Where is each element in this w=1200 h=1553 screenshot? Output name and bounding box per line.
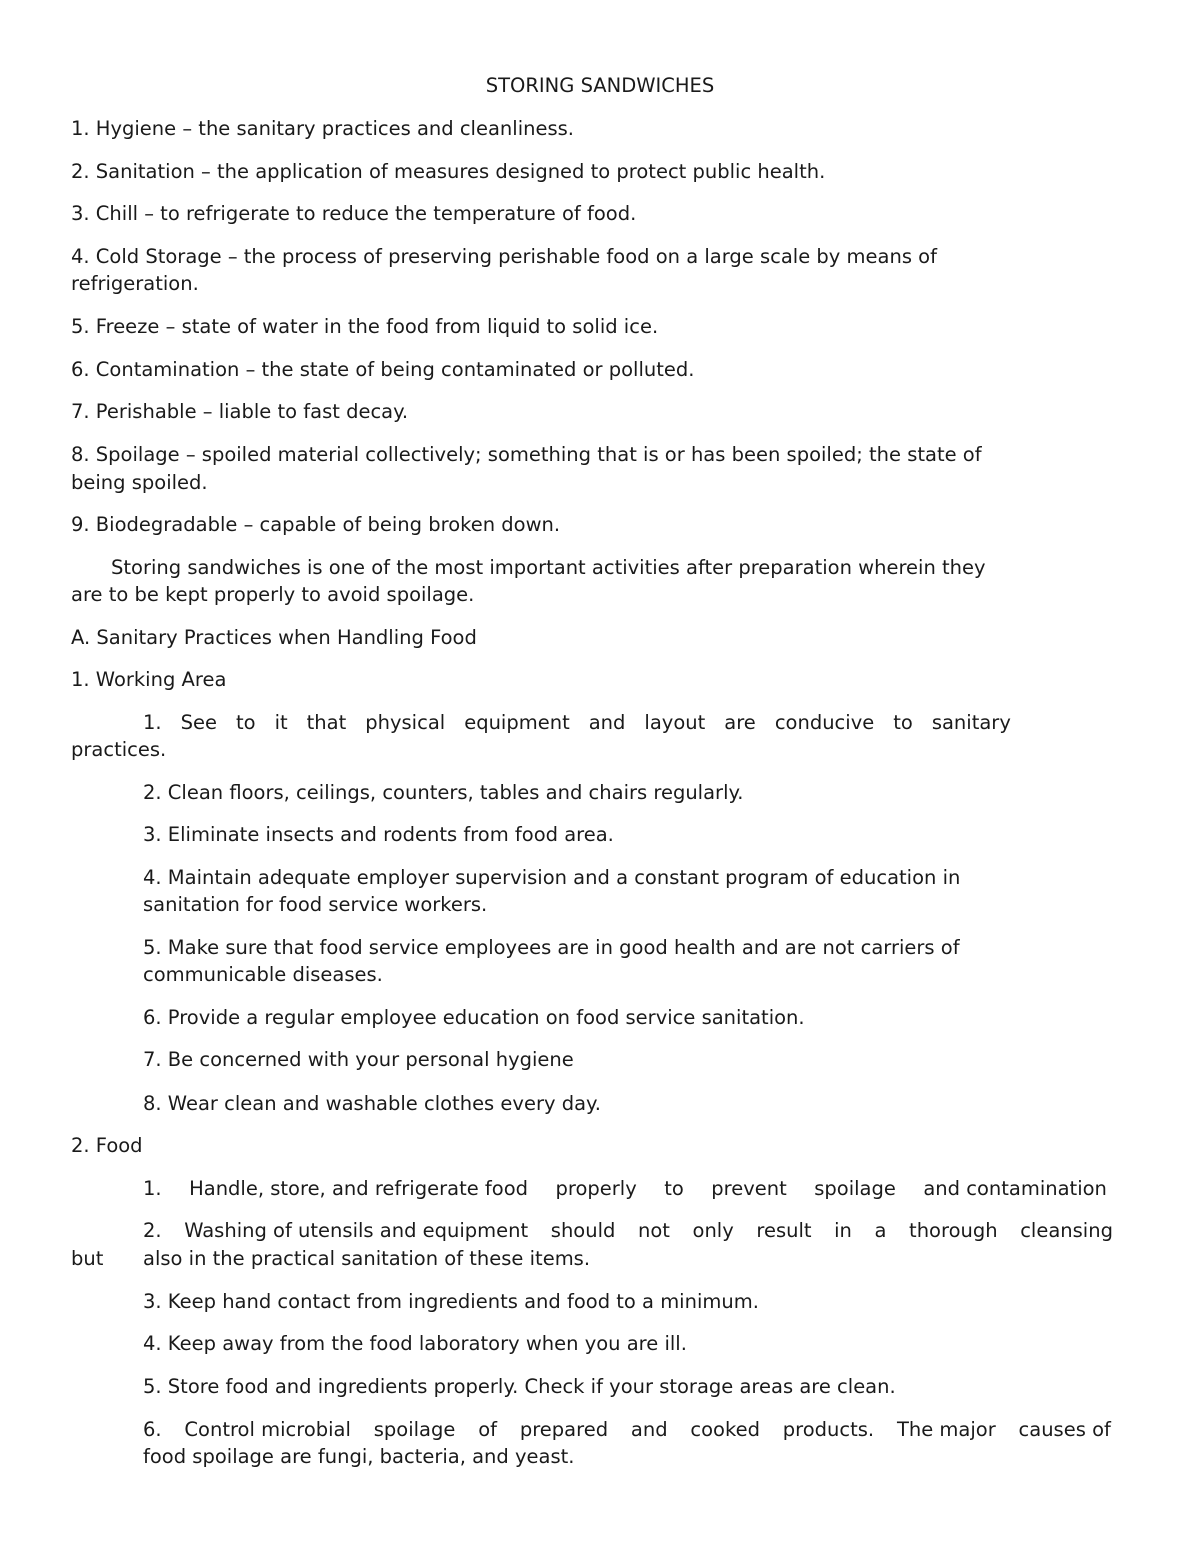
word: of — [478, 1418, 497, 1441]
word: spoilage — [814, 1177, 896, 1200]
word: to — [664, 1177, 684, 1200]
word: and — [630, 1418, 668, 1441]
working-area-item-8: 8. Wear clean and washable clothes every day. — [143, 1092, 601, 1115]
food-item-3: 3. Keep hand contact from ingredients and food to a minimum. — [143, 1290, 759, 1313]
word: prevent — [711, 1177, 787, 1200]
word: Washing of utensils and equipment — [184, 1219, 529, 1242]
definition-biodegradable: 9. Biodegradable – capable of being broken down. — [71, 513, 561, 536]
word: prepared — [519, 1418, 609, 1441]
definition-perishable: 7. Perishable – liable to fast decay. — [71, 400, 409, 423]
word: layout — [644, 711, 706, 734]
food-item-4: 4. Keep away from the food laboratory when you are ill. — [143, 1332, 687, 1355]
word: to — [235, 711, 256, 734]
definition-hygiene: 1. Hygiene – the sanitary practices and cleanliness. — [71, 117, 574, 140]
working-area-item-4: 4. Maintain adequate employer supervision and a constant program of education in — [143, 866, 961, 889]
word: The major — [896, 1418, 996, 1441]
food-item-5: 5. Store food and ingredients properly. Check if your storage areas are clean. — [143, 1375, 896, 1398]
word: products. — [782, 1418, 875, 1441]
section-a-heading: A. Sanitary Practices when Handling Food — [71, 626, 477, 649]
word: thorough — [909, 1219, 998, 1242]
food-heading: 2. Food — [71, 1134, 143, 1157]
food-item-6 — [143, 1416, 1111, 1443]
word: result — [756, 1219, 812, 1242]
word: and contamination — [923, 1177, 1107, 1200]
working-area-heading: 1. Working Area — [71, 668, 227, 691]
word: 1. — [143, 711, 162, 734]
working-area-item-7: 7. Be concerned with your personal hygiene — [143, 1048, 574, 1071]
word: cooked — [690, 1418, 760, 1441]
working-area-item-1-cont: practices. — [71, 738, 167, 761]
word: conducive — [774, 711, 875, 734]
word: physical — [365, 711, 446, 734]
food-item-2-but: but — [71, 1247, 104, 1270]
working-area-item-1 — [143, 709, 1011, 736]
word: sanitary — [931, 711, 1011, 734]
word: 1. — [143, 1177, 162, 1200]
definition-spoilage: 8. Spoilage – spoiled material collectively; something that is or has been spoiled; the state of — [71, 443, 982, 466]
word: a — [874, 1219, 887, 1242]
word: properly — [555, 1177, 637, 1200]
definition-chill: 3. Chill – to refrigerate to reduce the temperature of food. — [71, 202, 637, 225]
working-area-item-2: 2. Clean floors, ceilings, counters, tables and chairs regularly. — [143, 781, 744, 804]
food-item-2 — [143, 1217, 1113, 1244]
word: Control microbial — [184, 1418, 351, 1441]
intro-line-2: are to be kept properly to avoid spoilage. — [71, 583, 475, 606]
word: See — [180, 711, 217, 734]
food-item-2-cont: also in the practical sanitation of these items. — [143, 1247, 591, 1270]
food-item-6-cont: food spoilage are fungi, bacteria, and yeast. — [143, 1445, 575, 1468]
definition-contamination: 6. Contamination – the state of being contaminated or polluted. — [71, 358, 695, 381]
definition-spoilage-cont: being spoiled. — [71, 471, 208, 494]
definition-cold-storage-cont: refrigeration. — [71, 272, 199, 295]
word: Handle, store, and refrigerate food — [189, 1177, 529, 1200]
definition-freeze: 5. Freeze – state of water in the food from liquid to solid ice. — [71, 315, 659, 338]
working-area-item-3: 3. Eliminate insects and rodents from food area. — [143, 823, 614, 846]
word: not — [637, 1219, 670, 1242]
food-item-1 — [143, 1175, 1107, 1202]
word: are — [724, 711, 756, 734]
word: 2. — [143, 1219, 162, 1242]
word: it — [274, 711, 288, 734]
word: spoilage — [373, 1418, 456, 1441]
word: equipment — [464, 711, 570, 734]
word: cleansing — [1020, 1219, 1113, 1242]
intro-line-1: Storing sandwiches is one of the most important activities after preparation wherein they — [111, 556, 986, 579]
working-area-item-4-cont: sanitation for food service workers. — [143, 893, 488, 916]
word: and — [588, 711, 626, 734]
word: that — [306, 711, 347, 734]
working-area-item-5-cont: communicable diseases. — [143, 963, 383, 986]
definition-cold-storage: 4. Cold Storage – the process of preserving perishable food on a large scale by means of — [71, 245, 937, 268]
working-area-item-5: 5. Make sure that food service employees are in good health and are not carriers of — [143, 936, 960, 959]
page-title: STORING SANDWICHES — [485, 74, 715, 97]
word: only — [692, 1219, 734, 1242]
word: should — [550, 1219, 616, 1242]
definition-sanitation: 2. Sanitation – the application of measures designed to protect public health. — [71, 160, 826, 183]
working-area-item-6: 6. Provide a regular employee education on food service sanitation. — [143, 1006, 805, 1029]
word: to — [893, 711, 913, 734]
word: causes of — [1018, 1418, 1111, 1441]
word: in — [834, 1219, 852, 1242]
word: 6. — [143, 1418, 162, 1441]
